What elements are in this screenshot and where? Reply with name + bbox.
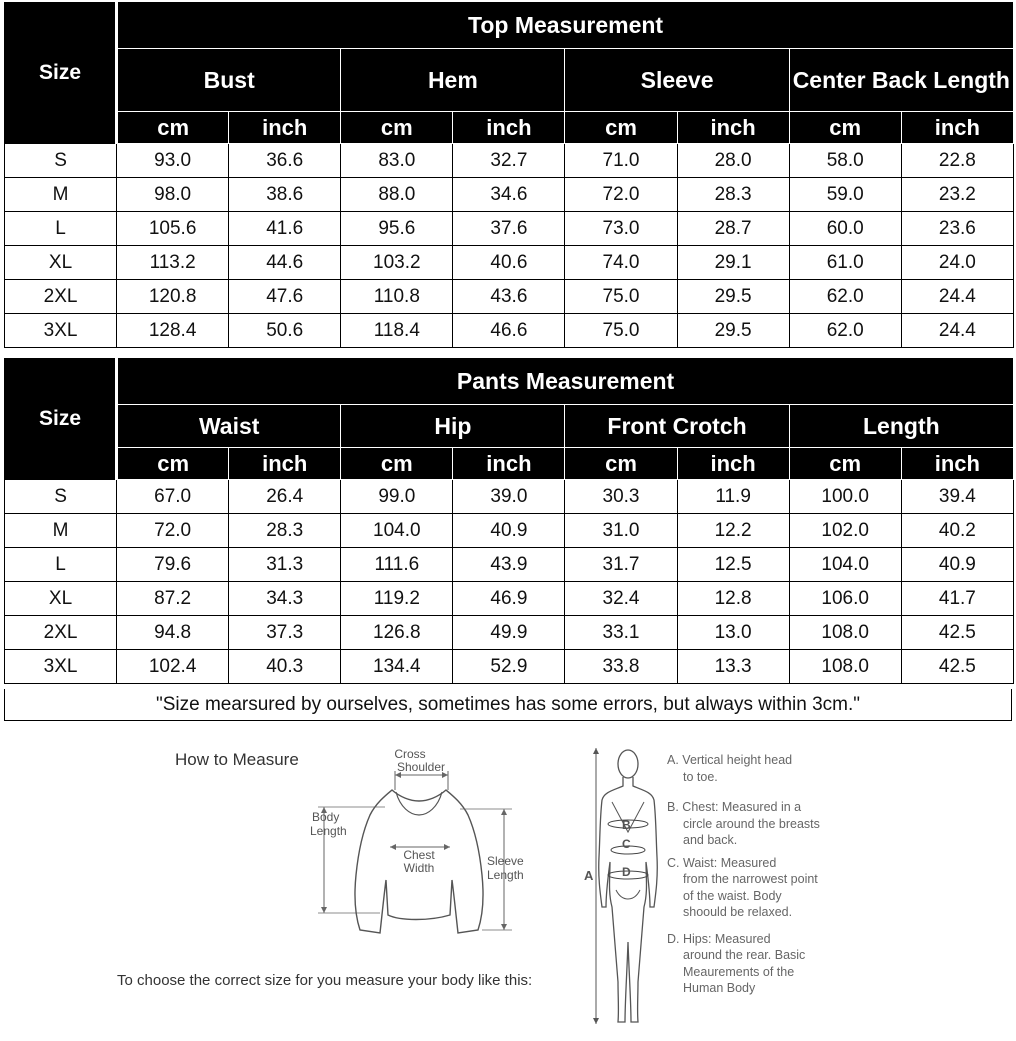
value-cell: 29.1: [677, 246, 789, 280]
body-length-label-1: Body: [312, 810, 340, 824]
value-cell: 71.0: [565, 144, 677, 178]
value-cell: 24.4: [901, 280, 1013, 314]
column-group-header: Sleeve: [565, 49, 789, 112]
value-cell: 30.3: [565, 480, 677, 514]
body-letter-c: C: [622, 837, 631, 851]
column-group-header: Length: [789, 405, 1013, 448]
value-cell: 67.0: [117, 480, 229, 514]
note-text: to toe.: [683, 769, 718, 784]
value-cell: 79.6: [117, 548, 229, 582]
value-cell: 40.9: [453, 514, 565, 548]
value-cell: 43.9: [453, 548, 565, 582]
value-cell: 39.0: [453, 480, 565, 514]
value-cell: 33.1: [565, 616, 677, 650]
value-cell: 29.5: [677, 280, 789, 314]
value-cell: 118.4: [341, 314, 453, 348]
note-text: Hips: Measured: [682, 931, 771, 946]
table-row: [5, 480, 1014, 514]
value-cell: 22.8: [901, 144, 1013, 178]
unit-header: inch: [901, 112, 1013, 144]
unit-header: cm: [565, 448, 677, 480]
value-cell: 34.3: [229, 582, 341, 616]
value-cell: 34.6: [453, 178, 565, 212]
value-cell: 11.9: [677, 480, 789, 514]
value-cell: 40.3: [229, 650, 341, 684]
value-cell: 60.0: [789, 212, 901, 246]
note-text: around the rear. Basic Meaurements of the Human Body: [683, 948, 806, 995]
value-cell: 40.2: [901, 514, 1013, 548]
value-cell: 52.9: [453, 650, 565, 684]
sleeve-length-label-2: Length: [487, 868, 524, 882]
table-row: [5, 616, 1014, 650]
value-cell: 24.0: [901, 246, 1013, 280]
value-cell: 42.5: [901, 616, 1013, 650]
size-header: Size: [5, 3, 117, 144]
value-cell: 72.0: [565, 178, 677, 212]
note-item: [667, 931, 827, 997]
value-cell: 13.3: [677, 650, 789, 684]
column-group-header: Waist: [117, 405, 341, 448]
value-cell: 104.0: [789, 548, 901, 582]
value-cell: 75.0: [565, 314, 677, 348]
table-row: [5, 314, 1014, 348]
table-row: [5, 582, 1014, 616]
value-cell: 28.0: [677, 144, 789, 178]
size-cell: S: [5, 480, 117, 514]
value-cell: 108.0: [789, 650, 901, 684]
value-cell: 106.0: [789, 582, 901, 616]
value-cell: 36.6: [229, 144, 341, 178]
value-cell: 83.0: [341, 144, 453, 178]
value-cell: 37.6: [453, 212, 565, 246]
body-length-label-2: Length: [310, 824, 347, 838]
value-cell: 104.0: [341, 514, 453, 548]
value-cell: 58.0: [789, 144, 901, 178]
body-letter-a: A: [584, 868, 594, 883]
note-label: A.: [667, 753, 679, 767]
how-to-measure-title: How to Measure: [175, 750, 299, 769]
cross-shoulder-label-2: Shoulder: [396, 760, 446, 774]
column-group-header: Center Back Length: [789, 49, 1013, 112]
value-cell: 44.6: [229, 246, 341, 280]
shirt-measure-diagram: [300, 745, 530, 940]
note-text: from the narrowest point of the waist. Body shoould be relaxed.: [683, 872, 818, 919]
value-cell: 113.2: [117, 246, 229, 280]
value-cell: 102.4: [117, 650, 229, 684]
table-row: [5, 280, 1014, 314]
size-cell: 2XL: [5, 616, 117, 650]
value-cell: 72.0: [117, 514, 229, 548]
top-measurement-table: [4, 2, 1014, 348]
value-cell: 119.2: [341, 582, 453, 616]
value-cell: 59.0: [789, 178, 901, 212]
unit-header: inch: [677, 112, 789, 144]
value-cell: 41.7: [901, 582, 1013, 616]
value-cell: 62.0: [789, 314, 901, 348]
value-cell: 134.4: [341, 650, 453, 684]
value-cell: 62.0: [789, 280, 901, 314]
unit-header: inch: [229, 448, 341, 480]
value-cell: 26.4: [229, 480, 341, 514]
chest-width-label-2: Width: [403, 861, 435, 875]
note-text: Vertical height head: [682, 753, 793, 767]
column-group-header: Hem: [341, 49, 565, 112]
top-table-body: [5, 144, 1014, 348]
unit-header: cm: [789, 448, 901, 480]
size-cell: 2XL: [5, 280, 117, 314]
value-cell: 12.2: [677, 514, 789, 548]
value-cell: 87.2: [117, 582, 229, 616]
unit-header: cm: [789, 112, 901, 144]
value-cell: 24.4: [901, 314, 1013, 348]
table-title: Top Measurement: [117, 3, 1014, 49]
table-row: [5, 212, 1014, 246]
unit-header: inch: [453, 112, 565, 144]
value-cell: 128.4: [117, 314, 229, 348]
value-cell: 31.0: [565, 514, 677, 548]
value-cell: 126.8: [341, 616, 453, 650]
value-cell: 100.0: [789, 480, 901, 514]
value-cell: 98.0: [117, 178, 229, 212]
value-cell: 40.6: [453, 246, 565, 280]
value-cell: 38.6: [229, 178, 341, 212]
unit-header: cm: [565, 112, 677, 144]
note-item: [667, 855, 827, 921]
value-cell: 93.0: [117, 144, 229, 178]
value-cell: 28.7: [677, 212, 789, 246]
measurement-notes: [667, 752, 827, 1000]
unit-header: inch: [677, 448, 789, 480]
unit-header: cm: [341, 448, 453, 480]
pants-table-body: [5, 480, 1014, 684]
table-row: [5, 514, 1014, 548]
size-cell: L: [5, 212, 117, 246]
unit-header: cm: [117, 112, 229, 144]
note-label: C.: [667, 855, 680, 870]
value-cell: 39.4: [901, 480, 1013, 514]
unit-header: inch: [453, 448, 565, 480]
body-letter-d: D: [622, 865, 631, 879]
value-cell: 37.3: [229, 616, 341, 650]
table-row: [5, 144, 1014, 178]
column-group-header: Bust: [117, 49, 341, 112]
body-measure-diagram: [578, 742, 668, 1032]
note-item: [667, 799, 827, 849]
pants-measurement-table: [4, 358, 1014, 684]
size-cell: S: [5, 144, 117, 178]
measurement-note: "Size mearsured by ourselves, sometimes has some errors, but always within 3cm.": [4, 689, 1012, 721]
value-cell: 120.8: [117, 280, 229, 314]
column-group-header: Front Crotch: [565, 405, 789, 448]
value-cell: 12.5: [677, 548, 789, 582]
note-text: Chest: Measured in a: [682, 800, 802, 814]
value-cell: 74.0: [565, 246, 677, 280]
size-cell: XL: [5, 246, 117, 280]
note-text: Waist: Measured: [682, 855, 777, 870]
value-cell: 32.7: [453, 144, 565, 178]
value-cell: 61.0: [789, 246, 901, 280]
note-label: D.: [667, 931, 680, 946]
unit-header: inch: [229, 112, 341, 144]
table-row: [5, 178, 1014, 212]
size-cell: 3XL: [5, 314, 117, 348]
value-cell: 23.2: [901, 178, 1013, 212]
value-cell: 12.8: [677, 582, 789, 616]
value-cell: 13.0: [677, 616, 789, 650]
value-cell: 95.6: [341, 212, 453, 246]
value-cell: 75.0: [565, 280, 677, 314]
unit-header: cm: [341, 112, 453, 144]
value-cell: 41.6: [229, 212, 341, 246]
body-letter-b: B: [622, 818, 631, 832]
value-cell: 23.6: [901, 212, 1013, 246]
value-cell: 103.2: [341, 246, 453, 280]
value-cell: 111.6: [341, 548, 453, 582]
value-cell: 29.5: [677, 314, 789, 348]
size-header: Size: [5, 359, 117, 480]
value-cell: 40.9: [901, 548, 1013, 582]
value-cell: 50.6: [229, 314, 341, 348]
note-item: [667, 752, 827, 785]
value-cell: 88.0: [341, 178, 453, 212]
value-cell: 105.6: [117, 212, 229, 246]
value-cell: 43.6: [453, 280, 565, 314]
note-text: circle around the breasts and back.: [683, 816, 820, 847]
value-cell: 108.0: [789, 616, 901, 650]
value-cell: 46.6: [453, 314, 565, 348]
table-row: [5, 548, 1014, 582]
value-cell: 46.9: [453, 582, 565, 616]
size-cell: M: [5, 178, 117, 212]
value-cell: 31.7: [565, 548, 677, 582]
value-cell: 42.5: [901, 650, 1013, 684]
guide-caption: To choose the correct size for you measure your body like this:: [117, 972, 533, 989]
value-cell: 33.8: [565, 650, 677, 684]
value-cell: 31.3: [229, 548, 341, 582]
unit-header: cm: [117, 448, 229, 480]
size-cell: M: [5, 514, 117, 548]
table-title: Pants Measurement: [117, 359, 1014, 405]
value-cell: 49.9: [453, 616, 565, 650]
value-cell: 102.0: [789, 514, 901, 548]
value-cell: 110.8: [341, 280, 453, 314]
table-row: [5, 246, 1014, 280]
column-group-header: Hip: [341, 405, 565, 448]
value-cell: 28.3: [677, 178, 789, 212]
cross-shoulder-label-1: Cross: [394, 747, 426, 761]
note-label: B.: [667, 800, 679, 814]
unit-header: inch: [901, 448, 1013, 480]
value-cell: 73.0: [565, 212, 677, 246]
value-cell: 94.8: [117, 616, 229, 650]
size-cell: XL: [5, 582, 117, 616]
value-cell: 32.4: [565, 582, 677, 616]
chest-width-label-1: Chest: [403, 848, 435, 862]
sleeve-length-label-1: Sleeve: [487, 854, 524, 868]
value-cell: 28.3: [229, 514, 341, 548]
table-row: [5, 650, 1014, 684]
value-cell: 99.0: [341, 480, 453, 514]
size-cell: L: [5, 548, 117, 582]
value-cell: 47.6: [229, 280, 341, 314]
size-cell: 3XL: [5, 650, 117, 684]
